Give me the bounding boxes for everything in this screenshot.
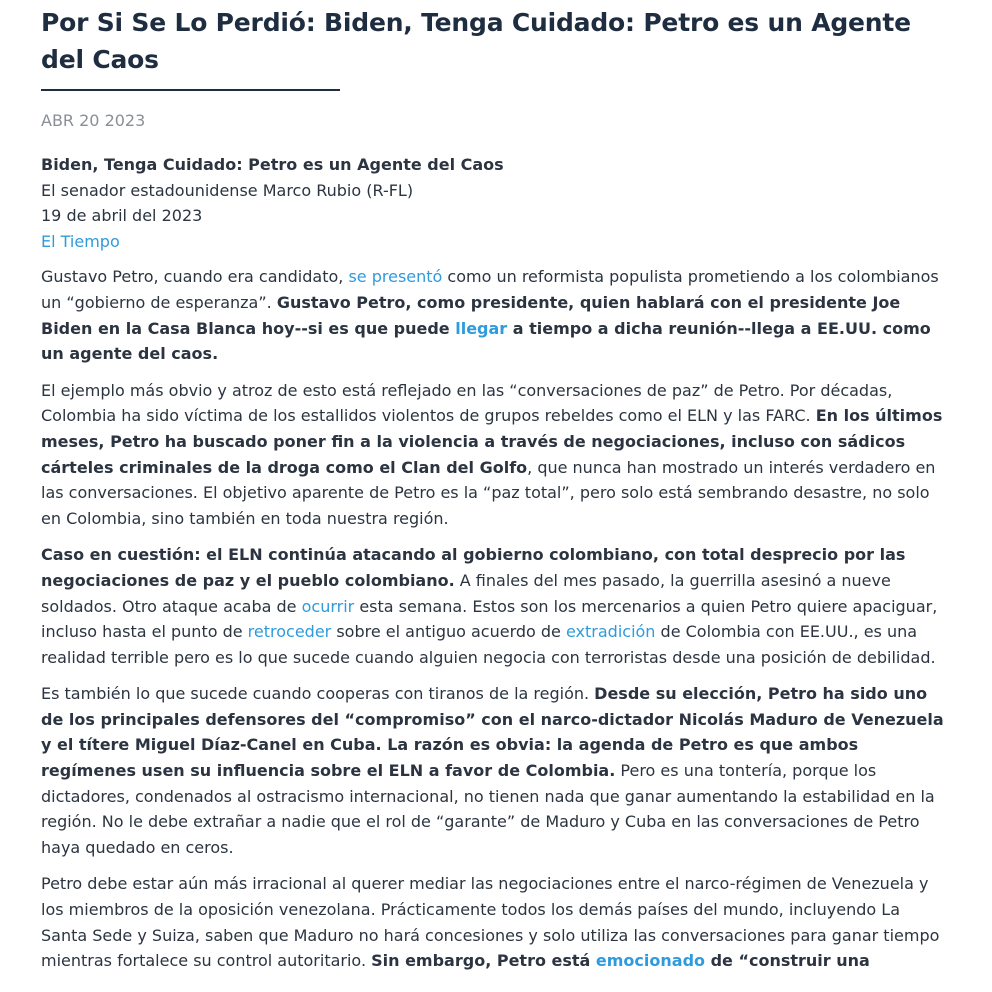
paragraph-3: [41, 542, 951, 670]
link-retroceder[interactable]: retroceder: [247, 622, 332, 642]
p1-bold-1: Gustavo Petro, como presidente, quien hablará con el presidente Joe Biden en la Casa Blanca hoy--si es que puede: [41, 292, 901, 338]
p3-text-4: de Colombia con EE.UU., es una realidad terrible pero es lo que sucede cuando alguien negocia con terroristas desde una posición de debilidad.: [41, 622, 936, 667]
meta-pub-date: 19 de abril del 2023: [41, 206, 203, 226]
page-title: Por Si Se Lo Perdió: Biden, Tenga Cuidado: Petro es un Agente del Caos: [41, 8, 911, 74]
meta-heading: Biden, Tenga Cuidado: Petro es un Agente del Caos: [41, 155, 504, 174]
p3-text-3: sobre el antiguo acuerdo de: [331, 622, 566, 642]
p1-text-1: Gustavo Petro, cuando era candidato,: [41, 267, 349, 287]
p4-text-2: Pero es una tontería, porque los dictadores, condenados al ostracismo internacional, no tienen nada que ganar aumentando la estabilidad en la región. No le debe extrañar a nadie que el rol de “garante” de Maduro y Cuba en las conversaciones de Petro haya quedado en ceros.: [41, 761, 935, 857]
p1-bold-2: a tiempo a dicha reunión--llega a EE.UU. como un agente del caos.: [41, 318, 931, 364]
paragraph-2: [41, 378, 951, 532]
link-llegar[interactable]: llegar: [455, 318, 508, 338]
article-meta: [41, 152, 951, 254]
p2-text-1: El ejemplo más obvio y atroz de esto está reflejado en las “conversaciones de paz” de Petro. Por décadas, Colombia ha sido víctima de los estallidos violentos de grupos rebeldes como el ELN y las FARC.: [41, 380, 893, 426]
p3-text-2: esta semana. Estos son los mercenarios a quien Petro quiere apaciguar, incluso hasta el punto de: [41, 596, 938, 642]
link-ocurrir[interactable]: ocurrir: [301, 596, 355, 616]
p2-bold-1: En los últimos meses, Petro ha buscado poner fin a la violencia a través de negociaciones, incluso con sádicos cárteles criminales de la droga como el Clan del Golfo: [41, 406, 943, 477]
article: [41, 0, 951, 974]
source-link[interactable]: El Tiempo: [41, 231, 120, 251]
p4-text-1: Es también lo que sucede cuando cooperas con tiranos de la región.: [41, 684, 595, 704]
link-extradicion[interactable]: extradición: [565, 622, 656, 642]
p3-bold-1: Caso en cuestión: el ELN continúa atacando al gobierno colombiano, con total desprecio por las negociaciones de paz y el pueblo colombiano.: [41, 545, 906, 590]
paragraph-1: [41, 264, 951, 366]
paragraph-4: [41, 681, 951, 860]
p5-text-1: Petro debe estar aún más irracional al querer mediar las negociaciones entre el narco-régimen de Venezuela y los miembros de la oposición venezolana. Prácticamente todos los demás países del mundo, incluyendo La Santa Sede y Suiza, saben que Maduro no hará concesiones y solo utiliza las conversaciones para ganar tiempo mientras fortalece su control autoritario.: [41, 874, 940, 971]
p2-text-2: , que nunca han mostrado un interés verdadero en las conversaciones. El objetivo aparente de Petro es la “paz total”, pero solo está sembrando desastre, no solo en Colombia, sino también en toda nuestra región.: [41, 457, 936, 528]
p5-bold-1: Sin embargo, Petro está: [371, 951, 596, 971]
link-emocionado[interactable]: emocionado: [595, 951, 706, 971]
p4-bold-1: Desde su elección, Petro ha sido uno de los principales defensores del “compromiso” con el narco-dictador Nicolás Maduro de Venezuela y el títere Miguel Díaz-Canel en Cuba. La razón es obvia: la agenda de Petro es que ambos regímenes usen su influencia sobre el ELN a favor de Colombia.: [41, 684, 944, 781]
p5-bold-2: de “construir una: [705, 951, 870, 971]
title-divider: [41, 89, 340, 91]
p3-text-1: A finales del mes pasado, la guerrilla asesinó a nueve soldados. Otro ataque acaba de: [41, 570, 891, 616]
link-se-presento[interactable]: se presentó: [348, 267, 443, 287]
paragraph-5: [41, 871, 951, 973]
article-date: ABR 20 2023: [41, 111, 146, 130]
meta-author: El senador estadounidense Marco Rubio (R-FL): [41, 180, 414, 200]
p1-text-2: como un reformista populista prometiendo a los colombianos un “gobierno de esperanza”.: [41, 267, 939, 312]
